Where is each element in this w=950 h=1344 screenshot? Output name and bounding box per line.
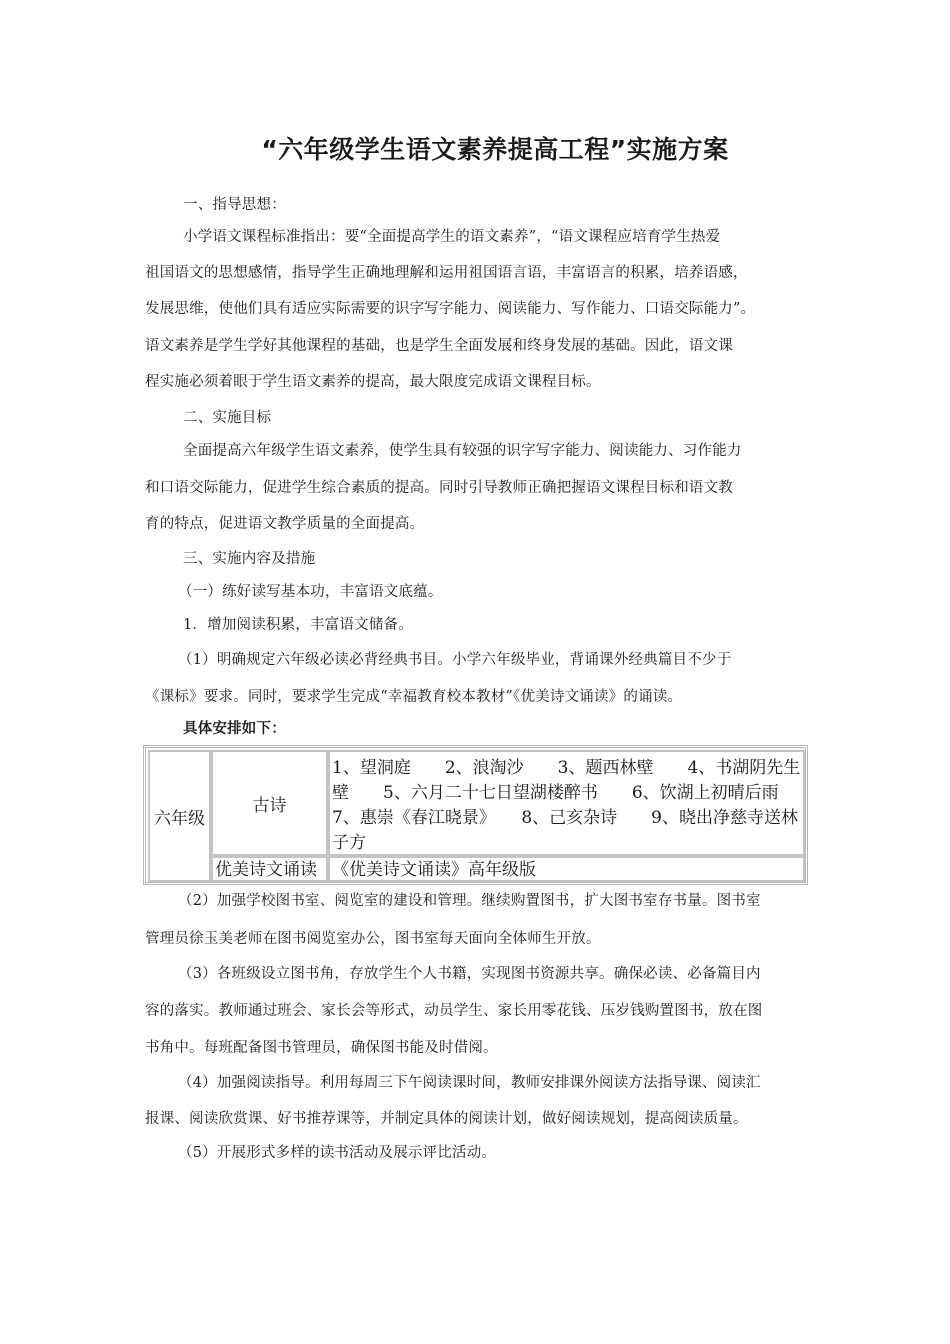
paragraph-line: 管理员徐玉美老师在图书阅览室办公，图书室每天面向全体师生开放。 [145,931,601,947]
poem-list-row: 1、望洞庭 2、浪淘沙 3、题西林壁 4、书湖阴先生 [332,758,801,778]
section-heading: 三、实施内容及措施 [183,551,316,567]
reading-schedule-table [143,745,808,885]
paragraph-line: （3）各班级设立图书角，存放学生个人书籍，实现图书资源共享。确保必读、必备篇目内 [178,966,761,982]
poem-category-cell: 古诗 [211,750,328,856]
paragraph-line: （5）开展形式多样的读书活动及展示评比活动。 [178,1145,497,1161]
schedule-intro: 具体安排如下： [183,720,286,737]
paragraph-line: （2）加强学校图书室、阅览室的建设和管理。继续购置图书，扩大图书室存书量。图书室 [178,893,761,909]
recitation-category-cell: 优美诗文诵读 [211,856,328,882]
paragraph-line: 发展思维，使他们具有适应实际需要的识字写字能力、阅读能力、写作能力、口语交际能力”。 [145,301,756,317]
paragraph-line: 报课、阅读欣赏课、好书推荐课等，并制定具体的阅读计划，做好阅读规划，提高阅读质量。 [145,1111,748,1127]
paragraph-line: 书角中。每班配备图书管理员，确保图书能及时借阅。 [145,1040,498,1056]
section-heading: 一、指导思想： [183,197,286,213]
subsection-heading: 1．增加阅读积累，丰富语文储备。 [183,617,413,633]
paragraph-line: 祖国语文的思想感情，指导学生正确地理解和运用祖国语言语，丰富语言的积累，培养语感， [145,265,748,281]
poem-list-row: 子方 [332,833,366,853]
grade-cell: 六年级 [148,750,211,882]
subsection-heading: （一）练好读写基本功，丰富语文底蕴。 [178,584,443,600]
paragraph-line: 程实施必须着眼于学生语文素养的提高，最大限度完成语文课程目标。 [145,374,601,390]
paragraph-line: （4）加强阅读指导。利用每周三下午阅读课时间，教师安排课外阅读方法指导课、阅读汇 [178,1075,761,1091]
paragraph-line: （1）明确规定六年级必读必背经典书目。小学六年级毕业，背诵课外经典篇目不少于 [178,652,732,668]
recitation-book-cell: 《优美诗文诵读》高年级版 [328,856,805,882]
paragraph-line: 全面提高六年级学生语文素养，使学生具有较强的识字写字能力、阅读能力、习作能力 [183,443,742,459]
paragraph-line: 语文素养是学生学好其他课程的基础，也是学生全面发展和终身发展的基础。因此，语文课 [145,338,733,354]
paragraph-line: 小学语文课程标准指出：要“全面提高学生的语文素养”，“语文课程应培育学生热爱 [183,229,721,245]
paragraph-line: 《课标》要求。同时，要求学生完成“幸福教育校本教材”《优美诗文诵读》的诵读。 [145,689,683,705]
section-heading: 二、实施目标 [183,410,272,426]
poem-list-row: 7、惠崇《春江晓景》 8、己亥杂诗 9、晓出净慈寺送林 [332,808,798,828]
document-title: “六年级学生语文素养提高工程”实施方案 [261,135,729,164]
paragraph-line: 育的特点，促进语文教学质量的全面提高。 [145,516,425,532]
paragraph-line: 容的落实。教师通过班会、家长会等形式，动员学生、家长用零花钱、压岁钱购置图书，放在图 [145,1003,763,1019]
paragraph-line: 和口语交际能力，促进学生综合素质的提高。同时引导教师正确把握语文课程目标和语文教 [145,480,733,496]
poem-list-cell [328,750,805,856]
poem-list-row: 壁 5、六月二十七日望湖楼醉书 6、饮湖上初晴后雨 [332,783,779,803]
